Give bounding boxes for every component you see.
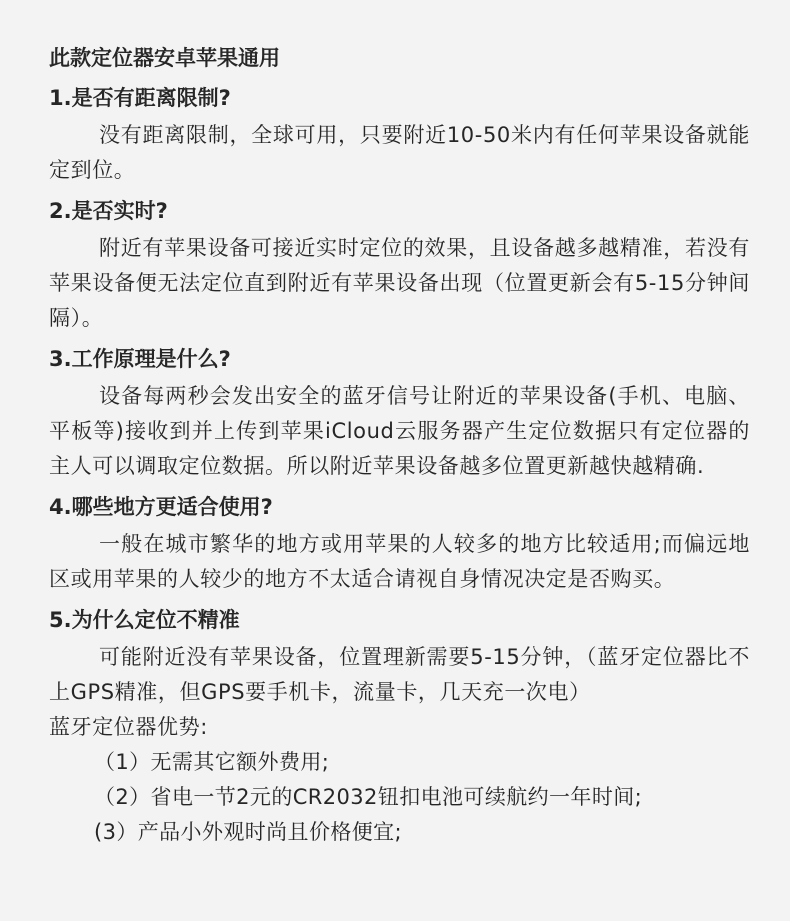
answer-3: 设备每两秒会发出安全的蓝牙信号让附近的苹果设备(手机、电脑、平板等)接收到并上传到苹果iCloud云服务器产生定位数据只有定位器的主人可以调取定位数据。所以附近苹果设备越多位置更新越快越精确. — [49, 384, 750, 478]
advantage-item-3: (3）产品小外观时尚且价格便宜; — [94, 820, 403, 844]
advantages-heading: 蓝牙定位器优势: — [49, 715, 208, 739]
answer-1: 没有距离限制，全球可用，只要附近10-50米内有任何苹果设备就能定到位。 — [49, 123, 750, 182]
advantage-item-1: （1）无需其它额外费用; — [94, 750, 330, 774]
question-3: 3.工作原理是什么? — [49, 347, 231, 371]
answer-4: 一般在城市繁华的地方或用苹果的人较多的地方比较适用;而偏远地区或用苹果的人较少的地方不太适合请视自身情况决定是否购买。 — [49, 532, 750, 591]
advantage-item-2: （2）省电一节2元的CR2032钮扣电池可续航约一年时间; — [94, 785, 643, 809]
answer-5: 可能附近没有苹果设备，位置理新需要5-15分钟，（蓝牙定位器比不上GPS精准，但GPS要手机卡，流量卡，几天充一次电） — [49, 645, 750, 704]
answer-2: 附近有苹果设备可接近实时定位的效果，且设备越多越精准，若没有苹果设备便无法定位直到附近有苹果设备出现（位置更新会有5-15分钟间隔）。 — [49, 236, 750, 330]
document-title: 此款定位器安卓苹果通用 — [49, 46, 280, 70]
question-5: 5.为什么定位不精准 — [49, 608, 240, 632]
question-1: 1.是否有距离限制? — [49, 86, 231, 110]
question-2: 2.是否实时? — [49, 199, 168, 223]
question-4: 4.哪些地方更适合使用? — [49, 495, 273, 519]
